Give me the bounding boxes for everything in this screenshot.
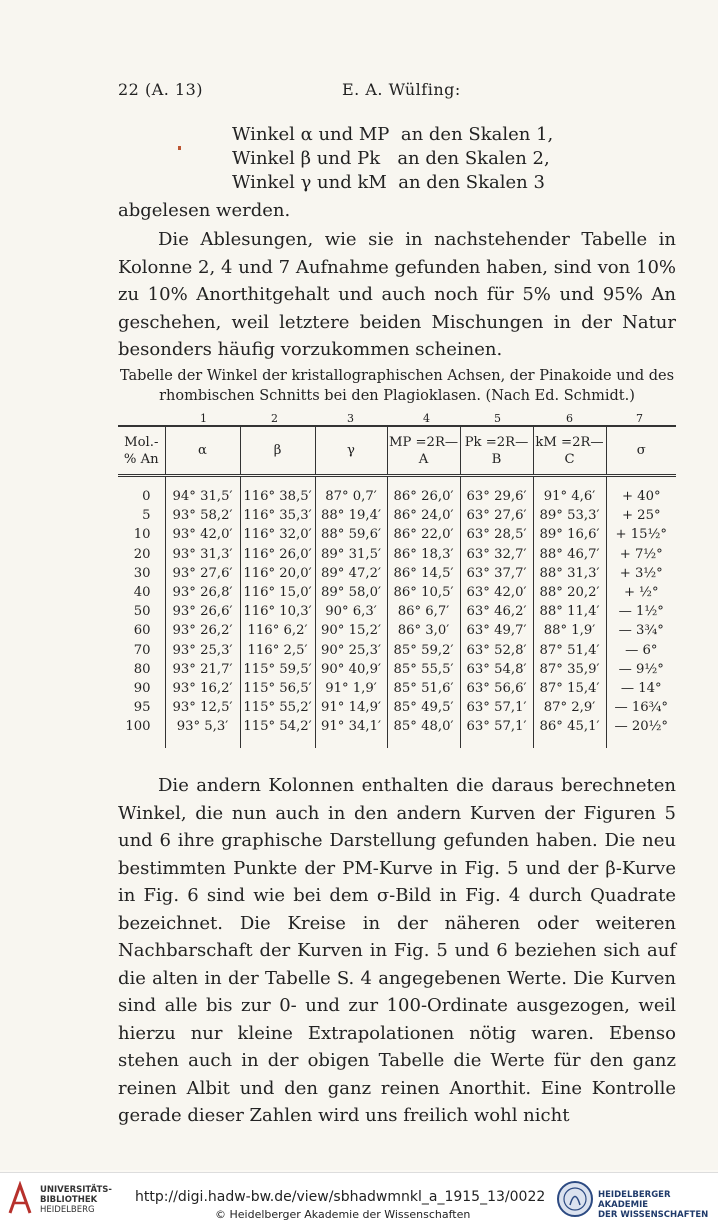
table-cell: + 3½° <box>606 564 676 583</box>
table-row <box>118 698 676 717</box>
header-cell: β <box>240 426 315 476</box>
table-cell: 93° 25,3′ <box>165 641 240 660</box>
table-cell: 89° 53,3′ <box>533 506 606 525</box>
table-cell: — 6° <box>606 641 676 660</box>
table-caption: Tabelle der Winkel der kristallographischen Achsen, der Pinakoide und des rhombischen Schnitts bei den Plagioklasen. (Nach Ed. Schmidt.) <box>119 368 675 404</box>
table-cell: 88° 46,7′ <box>533 545 606 564</box>
table-row <box>118 602 676 621</box>
table-cell: 85° 48,0′ <box>387 717 460 748</box>
winkel-line: Winkel α und MP an den Skalen 1, <box>232 124 554 145</box>
table-cell: 93° 21,7′ <box>165 660 240 679</box>
table-cell: 86° 10,5′ <box>387 583 460 602</box>
table-cell: 93° 58,2′ <box>165 506 240 525</box>
table-cell: — 1½° <box>606 602 676 621</box>
table-cell: 93° 42,0′ <box>165 525 240 544</box>
table-cell: 116° 38,5′ <box>240 476 315 507</box>
table-cell: 60 <box>133 623 151 639</box>
table-cell: 93° 16,2′ <box>165 679 240 698</box>
column-number: 3 <box>347 412 354 425</box>
table-cell: 93° 12,5′ <box>165 698 240 717</box>
table-cell: 116° 6,2′ <box>240 621 315 640</box>
table-cell: 115° 55,2′ <box>240 698 315 717</box>
table-row <box>118 545 676 564</box>
ink-mark <box>178 146 181 150</box>
winkel-line: Winkel β und Pk an den Skalen 2, <box>232 148 550 169</box>
table-cell: 93° 26,6′ <box>165 602 240 621</box>
table-cell: 86° 18,3′ <box>387 545 460 564</box>
table-cell: 63° 29,6′ <box>460 476 533 507</box>
table-cell: 87° 15,4′ <box>533 679 606 698</box>
table-cell: 63° 56,6′ <box>460 679 533 698</box>
table-cell: 85° 51,6′ <box>387 679 460 698</box>
table-cell: — 16¾° <box>606 698 676 717</box>
table-cell: 86° 14,5′ <box>387 564 460 583</box>
academy-seal-icon <box>556 1178 594 1220</box>
table-row <box>118 525 676 544</box>
table-cell: 89° 31,5′ <box>315 545 387 564</box>
winkel-line: Winkel γ und kM an den Skalen 3 <box>232 172 545 193</box>
paragraph: abgelesen werden. <box>118 200 291 221</box>
table-cell: 91° 4,6′ <box>533 476 606 507</box>
table-cell: — 14° <box>606 679 676 698</box>
table-cell: 88° 1,9′ <box>533 621 606 640</box>
table-row <box>118 641 676 660</box>
table-cell: 63° 57,1′ <box>460 698 533 717</box>
table-cell: 90° 40,9′ <box>315 660 387 679</box>
running-title: E. A. Wülfing: <box>342 80 461 99</box>
table-cell: + 15½° <box>606 525 676 544</box>
header-cell: σ <box>606 426 676 476</box>
table-cell: 91° 1,9′ <box>315 679 387 698</box>
table-cell: 89° 16,6′ <box>533 525 606 544</box>
table-row <box>118 679 676 698</box>
table-cell: 90° 15,2′ <box>315 621 387 640</box>
university-library-logo-icon <box>6 1181 34 1217</box>
copyright: © Heidelberger Akademie der Wissenschaften <box>215 1208 471 1221</box>
table-cell: 5 <box>142 508 151 524</box>
table-cell: 93° 27,6′ <box>165 564 240 583</box>
table-cell: 116° 20,0′ <box>240 564 315 583</box>
table-cell: 100 <box>125 719 151 735</box>
table-cell: 93° 31,3′ <box>165 545 240 564</box>
table-cell: 85° 49,5′ <box>387 698 460 717</box>
table-row <box>118 660 676 679</box>
page-number: 22 (A. 13) <box>118 80 204 99</box>
table-cell: 89° 58,0′ <box>315 583 387 602</box>
permalink[interactable]: http://digi.hadw-bw.de/view/sbhadwmnkl_a_1915_13/0022 <box>135 1189 546 1205</box>
table-cell: + ½° <box>606 583 676 602</box>
table-cell: 116° 35,3′ <box>240 506 315 525</box>
column-number: 7 <box>636 412 643 425</box>
table-cell: 63° 42,0′ <box>460 583 533 602</box>
table-cell: 63° 52,8′ <box>460 641 533 660</box>
table-cell: — 9½° <box>606 660 676 679</box>
table-cell: 116° 32,0′ <box>240 525 315 544</box>
table-cell: 89° 47,2′ <box>315 564 387 583</box>
paragraph: Die Ablesungen, wie sie in nachstehender Tabelle in Kolonne 2, 4 und 7 Aufnahme gefunden haben, sind von 10% zu 10% Anorthitgehalt und auch noch für 5% und 95% An geschehen, weil letztere beiden Mischungen in der Natur besonders häufig vorzukommen scheinen. <box>118 229 676 360</box>
table-row <box>118 621 676 640</box>
table-cell: 93° 26,2′ <box>165 621 240 640</box>
table-cell: 116° 15,0′ <box>240 583 315 602</box>
table-cell: 90° 25,3′ <box>315 641 387 660</box>
table-cell: 63° 57,1′ <box>460 717 533 748</box>
column-number: 1 <box>200 412 207 425</box>
table-cell: 86° 45,1′ <box>533 717 606 748</box>
table-cell: 85° 55,5′ <box>387 660 460 679</box>
footer <box>0 1172 718 1226</box>
table-cell: 87° 51,4′ <box>533 641 606 660</box>
table-cell: 91° 34,1′ <box>315 717 387 748</box>
table-cell: 95 <box>133 700 151 716</box>
table-cell: 87° 0,7′ <box>315 476 387 507</box>
table-cell: 94° 31,5′ <box>165 476 240 507</box>
column-number: 2 <box>271 412 278 425</box>
table-cell: 86° 3,0′ <box>387 621 460 640</box>
table-cell: 85° 59,2′ <box>387 641 460 660</box>
header-cell: Mol.-% An <box>123 434 159 467</box>
academy-label: HEIDELBERGER AKADEMIE DER WISSENSCHAFTEN <box>598 1190 709 1220</box>
table-cell: 115° 59,5′ <box>240 660 315 679</box>
table-cell: 63° 27,6′ <box>460 506 533 525</box>
table-header-row <box>118 426 676 476</box>
table-cell: 63° 49,7′ <box>460 621 533 640</box>
table-cell: 90 <box>133 680 151 696</box>
table-cell: + 25° <box>606 506 676 525</box>
table-cell: 115° 54,2′ <box>240 717 315 748</box>
table-cell: — 20½° <box>606 717 676 748</box>
table-cell: 88° 59,6′ <box>315 525 387 544</box>
table-cell: 116° 10,3′ <box>240 602 315 621</box>
table-cell: + 40° <box>606 476 676 507</box>
table-row <box>118 717 676 748</box>
paragraph: Die andern Kolonnen enthalten die daraus berechneten Winkel, die nun auch in den andern Kurven der Figuren 5 und 6 ihre graphische Darstellung gefunden haben. Die neu bestimmten Punkte der PM-Kurve in Fig. 5 und der β-Kurve in Fig. 6 sind wie bei dem σ-Bild in Fig. 4 durch Quadrate bezeichnet. Die Kreise in der näheren oder weiteren Nachbarschaft der Kurven in Fig. 5 und 6 beziehen sich auf die alten in der Tabelle S. 4 angegebenen Werte. Die Kurven sind alle bis zur 0- und zur 100-Ordinate ausgezogen, weil hierzu nur kleine Extrapolationen nötig waren. Ebenso stehen auch in der obigen Tabelle die Werte für den ganz reinen Albit und den ganz reinen Anorthit. Eine Kontrolle gerade dieser Zahlen wird uns freilich wohl nicht <box>118 775 676 1126</box>
table-cell: 63° 54,8′ <box>460 660 533 679</box>
table-cell: 20 <box>133 546 151 562</box>
column-number: 5 <box>494 412 501 425</box>
table-row <box>118 583 676 602</box>
table-cell: 70 <box>133 642 151 658</box>
table-cell: 80 <box>133 661 151 677</box>
table-row <box>118 506 676 525</box>
table-cell: 86° 22,0′ <box>387 525 460 544</box>
table-cell: 88° 20,2′ <box>533 583 606 602</box>
table-cell: 63° 28,5′ <box>460 525 533 544</box>
table-cell: 88° 31,3′ <box>533 564 606 583</box>
table-cell: 115° 56,5′ <box>240 679 315 698</box>
column-number: 4 <box>423 412 430 425</box>
table-row <box>118 476 676 507</box>
table-cell: 63° 46,2′ <box>460 602 533 621</box>
table-cell: 30 <box>133 565 151 581</box>
column-number: 6 <box>566 412 573 425</box>
table-cell: 87° 35,9′ <box>533 660 606 679</box>
table-cell: + 7½° <box>606 545 676 564</box>
table-row <box>118 564 676 583</box>
header-cell: γ <box>315 426 387 476</box>
data-table <box>118 425 676 748</box>
table-cell: 86° 6,7′ <box>387 602 460 621</box>
table-cell: 116° 2,5′ <box>240 641 315 660</box>
table-cell: 93° 5,3′ <box>165 717 240 748</box>
table-cell: 40 <box>133 585 151 601</box>
table-cell: 87° 2,9′ <box>533 698 606 717</box>
header-cell: MP =2R—A <box>387 426 460 476</box>
table-cell: — 3¾° <box>606 621 676 640</box>
header-cell: kM =2R—C <box>533 426 606 476</box>
header-cell: Pk =2R—B <box>460 426 533 476</box>
table-cell: 86° 24,0′ <box>387 506 460 525</box>
table-cell: 90° 6,3′ <box>315 602 387 621</box>
table-cell: 86° 26,0′ <box>387 476 460 507</box>
table-cell: 91° 14,9′ <box>315 698 387 717</box>
table-cell: 88° 19,4′ <box>315 506 387 525</box>
table-cell: 50 <box>133 604 151 620</box>
table-cell: 63° 32,7′ <box>460 545 533 564</box>
table-cell: 116° 26,0′ <box>240 545 315 564</box>
table-cell: 10 <box>133 527 151 543</box>
table-cell: 93° 26,8′ <box>165 583 240 602</box>
header-cell: α <box>165 426 240 476</box>
table-cell: 88° 11,4′ <box>533 602 606 621</box>
university-library-label: UNIVERSITÄTS- BIBLIOTHEK HEIDELBERG <box>40 1185 112 1215</box>
table-cell: 0 <box>142 489 151 505</box>
table-cell: 63° 37,7′ <box>460 564 533 583</box>
